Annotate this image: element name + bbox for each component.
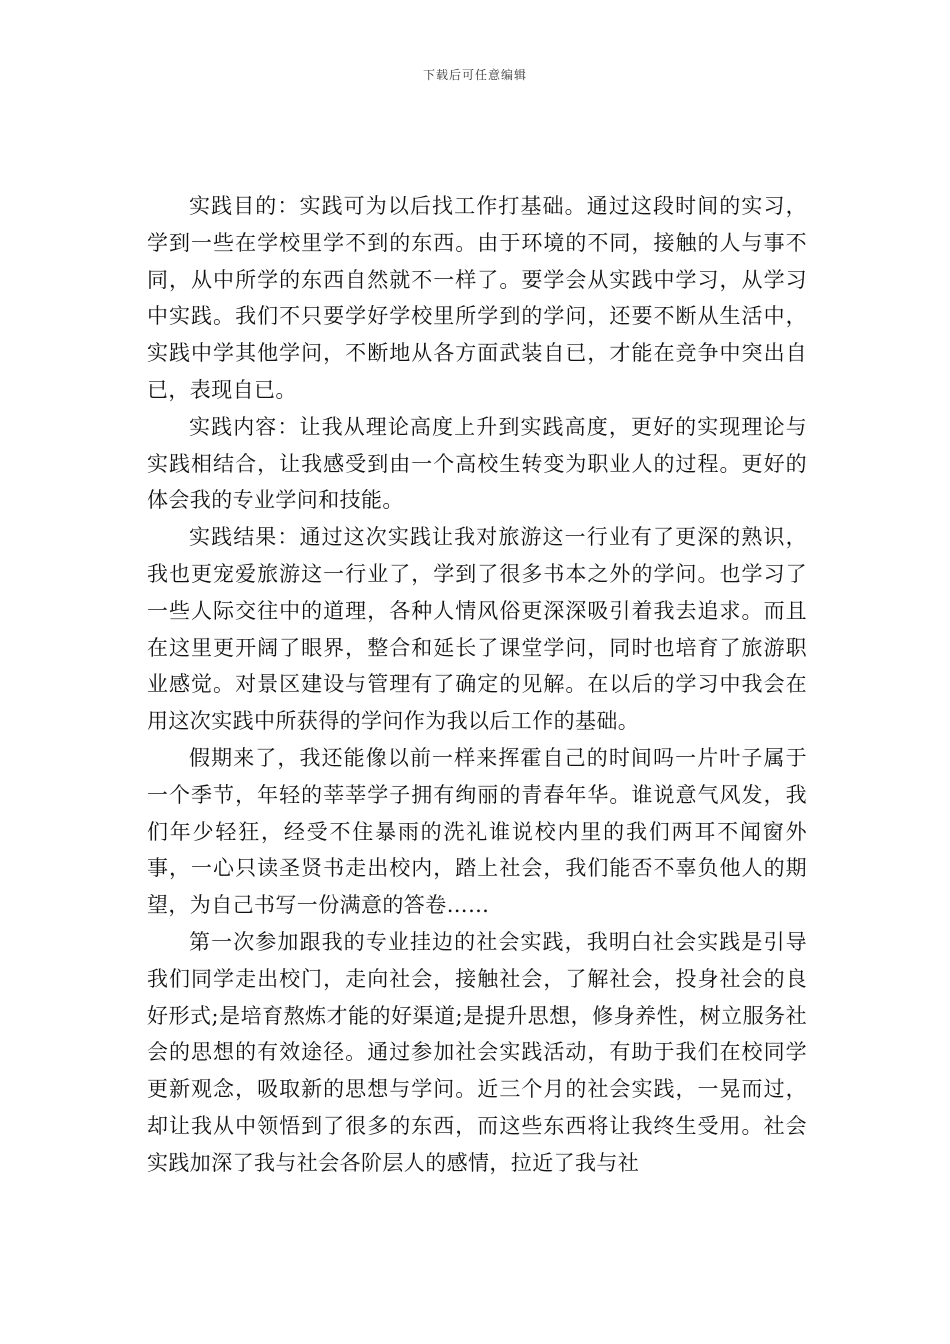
document-body [147,188,807,1182]
page-header-note: 下载后可任意编辑 [422,68,527,82]
paragraph-practice-result: 实践结果：通过这次实践让我对旅游这一行业有了更深的熟识，我也更宠爱旅游这一行业了，学到了很多书本之外的学问。也学习了一些人际交往中的道理，各种人情风俗更深深吸引着我去追求。而且在这里更开阔了眼界，整合和延长了课堂学问，同时也培育了旅游职业感觉。对景区建设与管理有了确定的见解。在以后的学习中我会在用这次实践中所获得的学问作为我以后工作的基础。 [147,525,807,734]
paragraph-practice-purpose: 实践目的：实践可为以后找工作打基础。通过这段时间的实习，学到一些在学校里学不到的东西。由于环境的不同，接触的人与事不同，从中所学的东西自然就不一样了。要学会从实践中学习，从学习中实践。我们不只要学好学校里所学到的学问，还要不断从生活中，实践中学其他学问，不断地从各方面武装自已，才能在竞争中突出自已，表现自已。 [147,194,807,402]
paragraph-practice-content: 实践内容：让我从理论高度上升到实践高度，更好的实现理论与实践相结合，让我感受到由一个高校生转变为职业人的过程。更好的体会我的专业学问和技能。 [147,414,807,513]
paragraph-first-social-practice: 第一次参加跟我的专业挂边的社会实践，我明白社会实践是引导我们同学走出校门，走向社会，接触社会，了解社会，投身社会的良好形式;是培育熬炼才能的好渠道;是提升思想，修身养性，树立服务社会的思想的有效途径。通过参加社会实践活动，有助于我们在校同学更新观念，吸取新的思想与学问。近三个月的社会实践，一晃而过，却让我从中领悟到了很多的东西，而这些东西将让我终生受用。社会实践加深了我与社会各阶层人的感情，拉近了我与社 [147,929,807,1175]
paragraph-vacation: 假期来了，我还能像以前一样来挥霍自己的时间吗一片叶子属于一个季节，年轻的莘莘学子拥有绚丽的青春年华。谁说意气风发，我们年少轻狂，经受不住暴雨的洗礼谁说校内里的我们两耳不闻窗外事，一心只读圣贤书走出校内，踏上社会，我们能否不辜负他人的期望，为自己书写一份满意的答卷…… [147,745,807,918]
